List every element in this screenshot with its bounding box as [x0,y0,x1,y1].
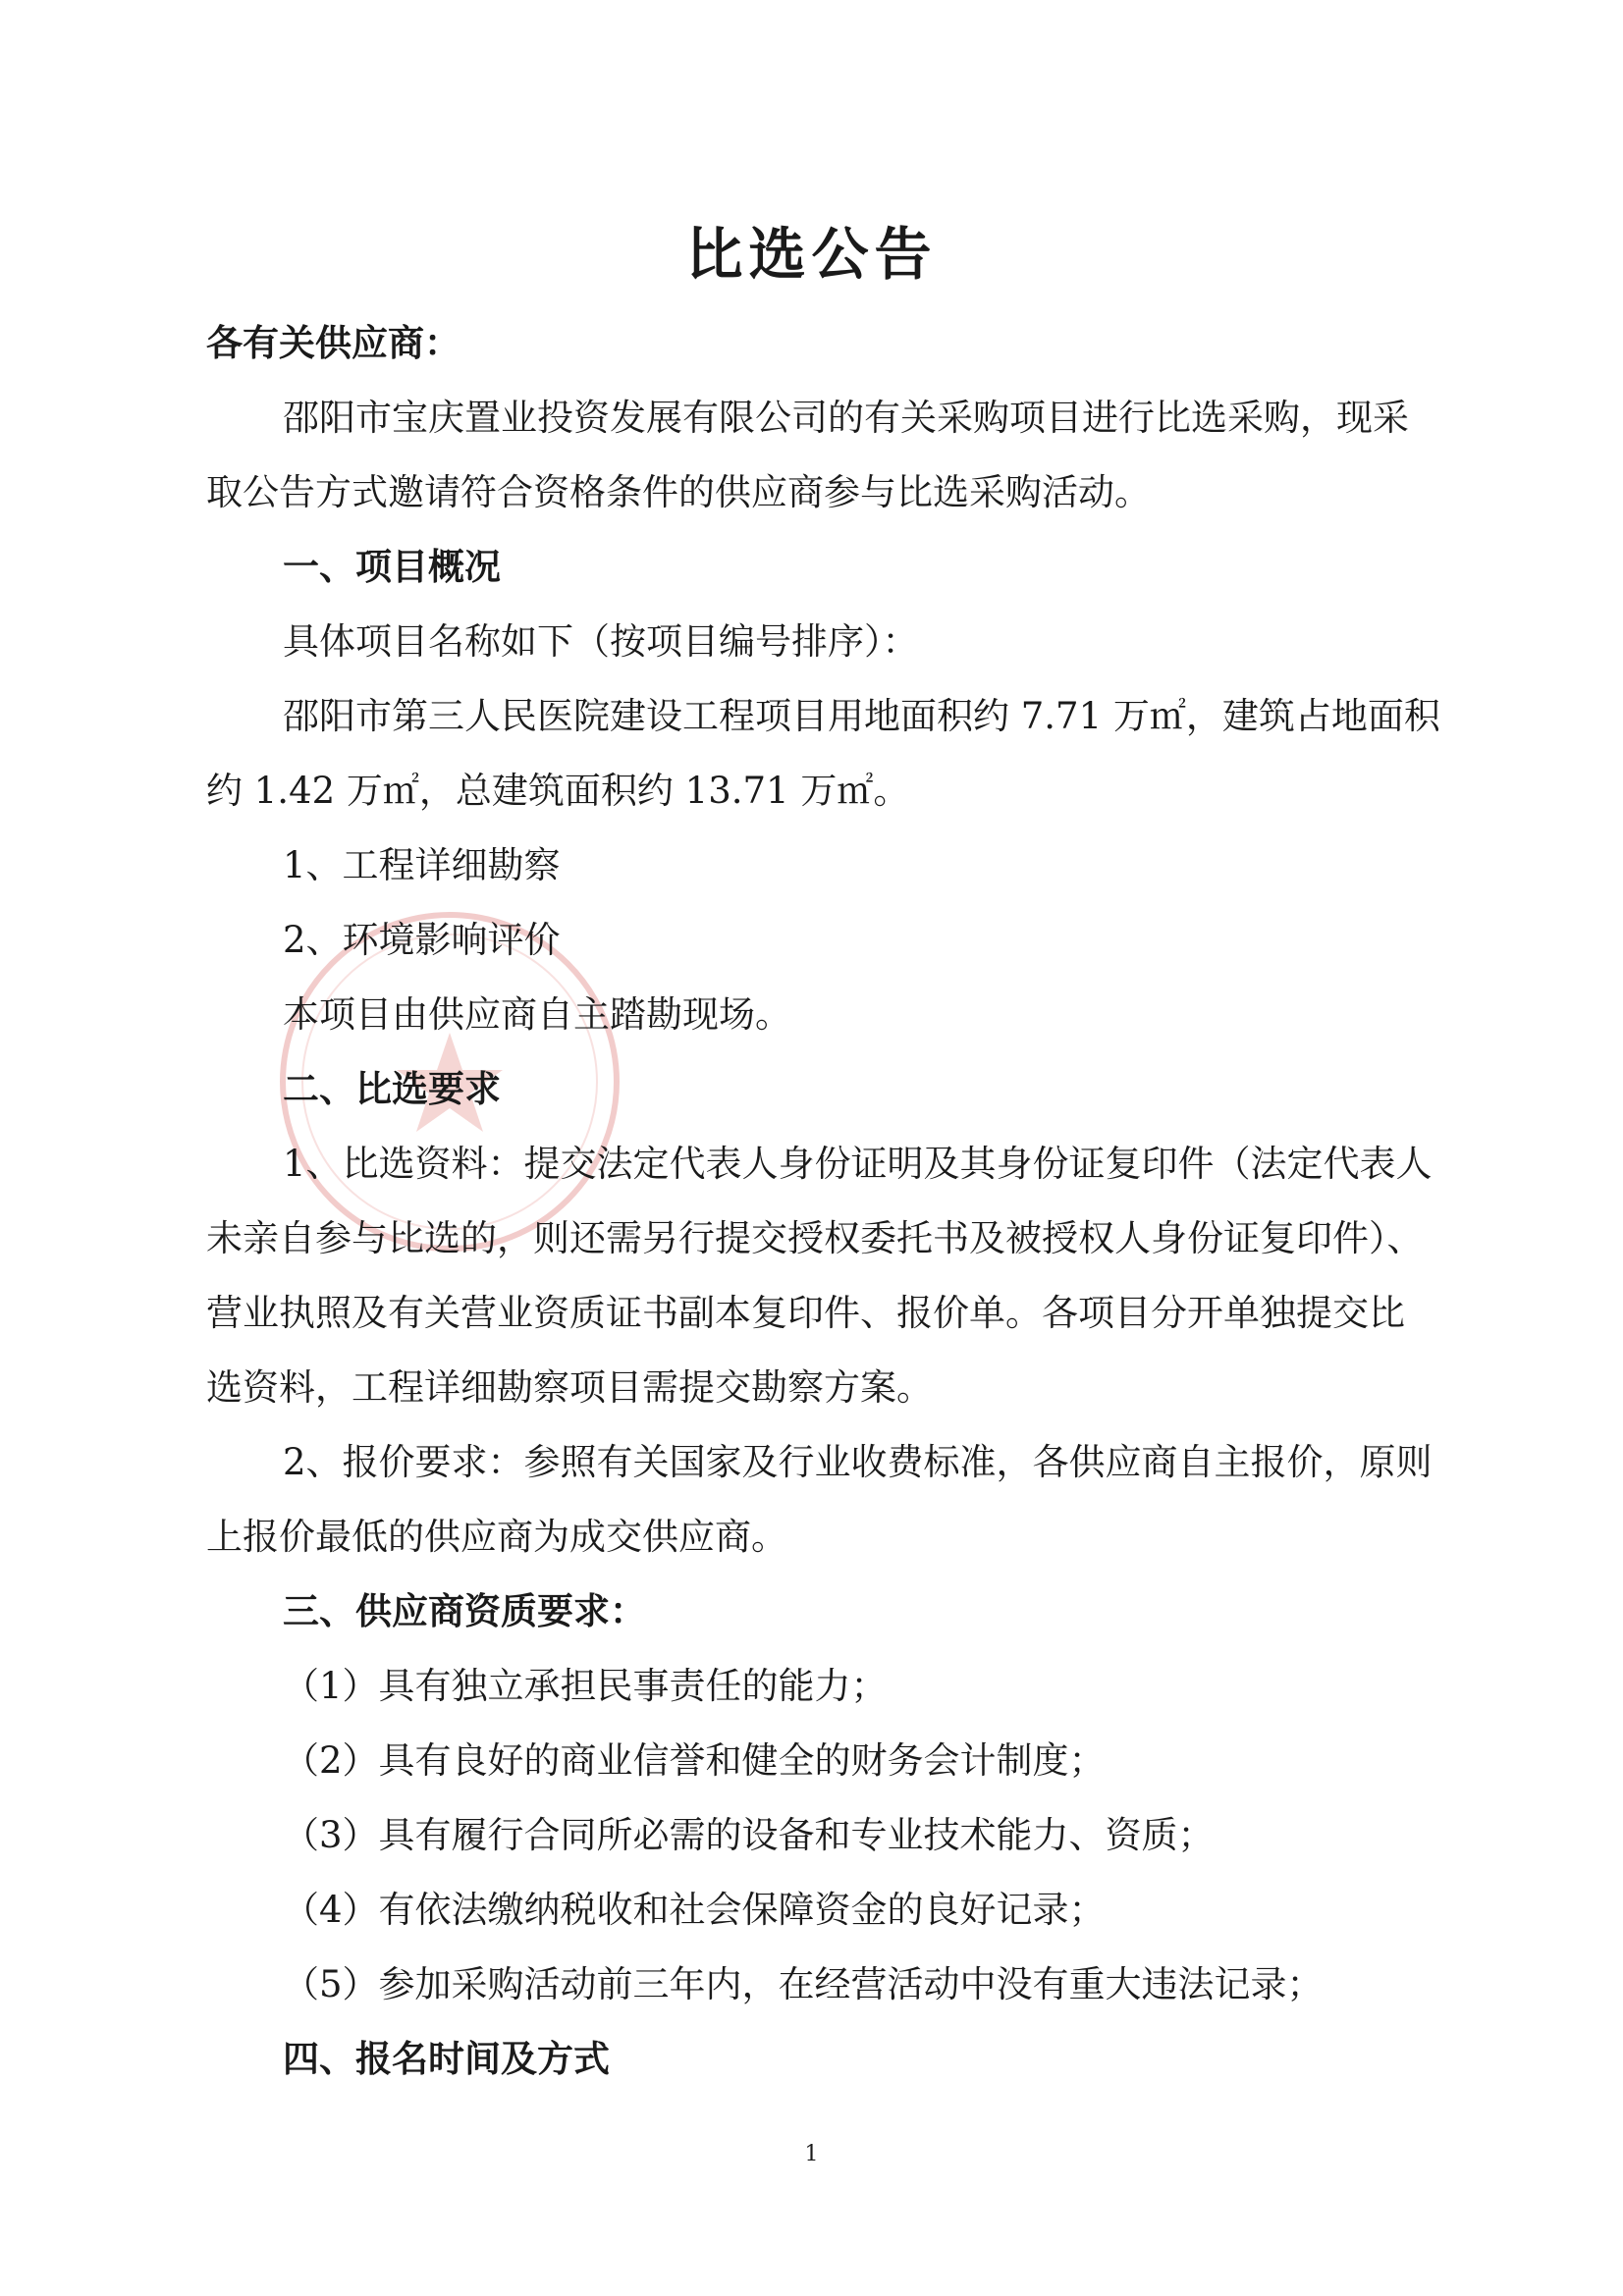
page-number: 1 [804,2142,819,2166]
greeting: 各有关供应商： [206,322,460,364]
section4-heading: 四、报名时间及方式 [283,2038,610,2080]
section1-line: 本项目由供应商自主踏勘现场。 [283,993,791,1036]
section3-line: （1）具有独立承担民事责任的能力； [283,1665,888,1707]
section3-heading: 三、供应商资质要求： [283,1590,646,1632]
section1-line: 1、工程详细勘察 [283,844,561,886]
page-title: 比选公告 [685,221,938,288]
section2-line: 1、比选资料：提交法定代表人身份证明及其身份证复印件（法定代表人 [283,1143,1433,1185]
section2-heading: 二、比选要求 [283,1068,501,1110]
section2-line: 上报价最低的供应商为成交供应商。 [206,1516,787,1558]
section3-line: （2）具有良好的商业信誉和健全的财务会计制度； [283,1739,1106,1782]
section3-line: （4）有依法缴纳税收和社会保障资金的良好记录； [283,1889,1106,1931]
section1-line: 具体项目名称如下（按项目编号排序）： [283,620,919,663]
section1-line: 邵阳市第三人民医院建设工程项目用地面积约 7.71 万㎡，建筑占地面积 [283,695,1440,737]
section1-line: 约 1.42 万㎡，总建筑面积约 13.71 万㎡。 [206,770,910,812]
section2-line: 选资料，工程详细勘察项目需提交勘察方案。 [206,1366,933,1409]
intro-line-1: 邵阳市宝庆置业投资发展有限公司的有关采购项目进行比选采购，现采 [283,397,1409,439]
intro-line-2: 取公告方式邀请符合资格条件的供应商参与比选采购活动。 [206,471,1151,513]
section2-line: 营业执照及有关营业资质证书副本复印件、报价单。各项目分开单独提交比 [206,1292,1405,1334]
section3-line: （5）参加采购活动前三年内，在经营活动中没有重大违法记录； [283,1963,1324,2005]
section2-line: 未亲自参与比选的，则还需另行提交授权委托书及被授权人身份证复印件）、 [206,1217,1424,1259]
section1-heading: 一、项目概况 [283,546,501,588]
section3-line: （3）具有履行合同所必需的设备和专业技术能力、资质； [283,1814,1215,1856]
section1-line: 2、环境影响评价 [283,919,561,961]
section2-line: 2、报价要求：参照有关国家及行业收费标准，各供应商自主报价，原则 [283,1441,1433,1483]
